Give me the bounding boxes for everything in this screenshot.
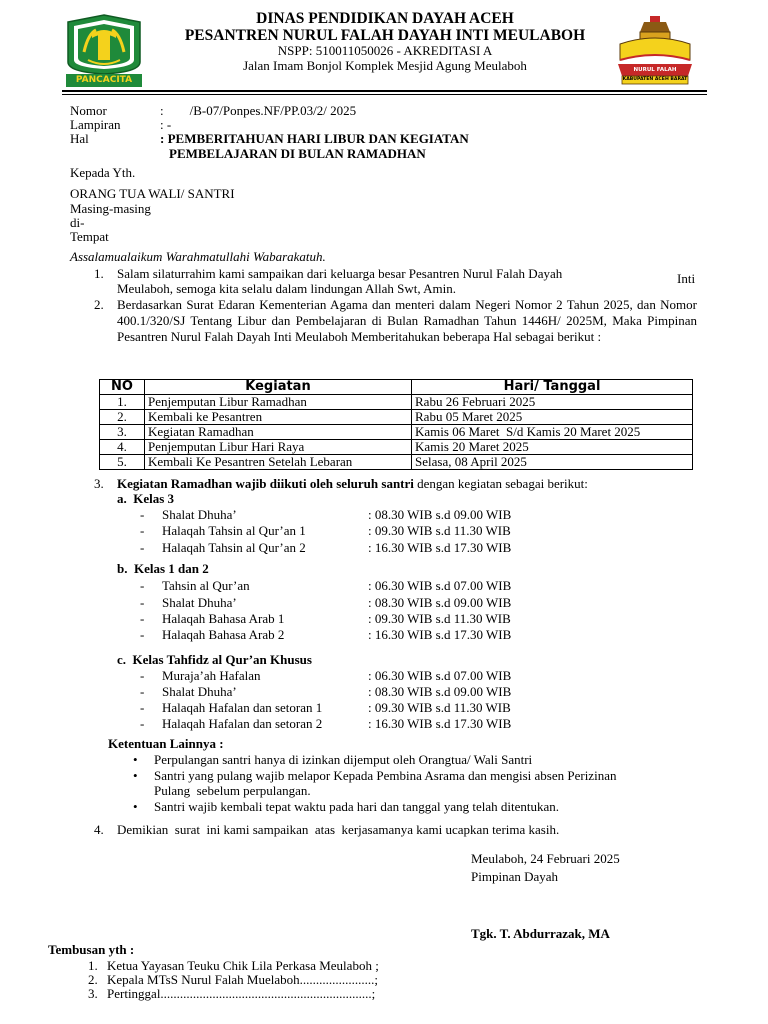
header-rule-thin <box>62 94 707 95</box>
schedule-name: Shalat Dhuha’ <box>162 507 237 522</box>
right-logo-text-bottom: KABUPATEN ACEH BARAT <box>622 77 688 82</box>
tembusan-item: Pertinggal.................................................................; <box>107 986 376 1001</box>
table-row <box>100 425 693 440</box>
ketentuan-title: Ketentuan Lainnya : <box>108 736 224 751</box>
row-no: 3. <box>100 425 145 440</box>
header-line-3: NSPP: 510011050026 - AKREDITASI A <box>277 43 493 58</box>
schedule-time: : 08.30 WIB s.d 09.00 WIB <box>368 507 512 522</box>
p1-line-1: Salam silaturrahim kami sampaikan dari keluarga besar Pesantren Nurul Falah Dayah <box>117 266 563 281</box>
lampiran-label: Lampiran <box>70 117 121 132</box>
schedule-time: : 09.30 WIB s.d 11.30 WIB <box>368 523 511 538</box>
tembusan-num: 1. <box>88 958 98 973</box>
row-kegiatan: Penjemputan Libur Ramadhan <box>145 395 412 410</box>
header-line-4: Jalan Imam Bonjol Komplek Mesjid Agung Meulaboh <box>243 58 527 73</box>
schedule-name: Halaqah Tahsin al Qur’an 2 <box>162 540 306 555</box>
s3-title-rest: dengan kegiatan sebagai berikut: <box>413 476 588 491</box>
schedule-time: : 06.30 WIB s.d 07.00 WIB <box>368 668 512 683</box>
hal-value-2: PEMBELAJARAN DI BULAN RAMADHAN <box>169 146 426 161</box>
table-row <box>100 410 693 425</box>
tembusan-num: 3. <box>88 986 98 1001</box>
schedule-name: Halaqah Hafalan dan setoran 2 <box>162 716 323 731</box>
schedule-name: Halaqah Bahasa Arab 2 <box>162 627 285 642</box>
schedule-name: Halaqah Hafalan dan setoran 1 <box>162 700 323 715</box>
p2-text: Berdasarkan Surat Edaran Kementerian Agama dan menteri dalam Negeri Nomor 2 Tahun 2025, dan Nomor 400.1/320/SJ Tentang Libur dan Pembelajaran di Bulan Ramadhan Tahun 1446H/ 2025M, Maka Pimpinan Pesantren Nurul Falah Dayah Inti Meulaboh Memberitahukan beberapa Hal sebagai berikut : <box>117 297 697 344</box>
table-row <box>100 455 693 470</box>
left-logo-text: PANCACITA <box>75 75 133 85</box>
hal-value-1: : PEMBERITAHUAN HARI LIBUR DAN KEGIATAN <box>160 131 469 146</box>
recipient-line-4: Tempat <box>70 229 109 244</box>
row-tanggal: Rabu 05 Maret 2025 <box>412 410 693 425</box>
dash: - <box>140 578 145 593</box>
table-row <box>100 395 693 410</box>
signature-role: Pimpinan Dayah <box>471 869 559 884</box>
row-tanggal: Kamis 06 Maret S/d Kamis 20 Maret 2025 <box>412 425 693 440</box>
group-b-label: b. Kelas 1 dan 2 <box>117 561 209 576</box>
s3-title <box>117 476 588 492</box>
kepada: Kepada Yth. <box>70 165 136 180</box>
ketentuan-item-1: • Perpulangan santri hanya di izinkan dijemput oleh Orangtua/ Wali Santri <box>154 752 532 768</box>
row-no: 4. <box>100 440 145 455</box>
row-no: 1. <box>100 395 145 410</box>
p1-inti: Inti <box>677 271 696 286</box>
dash: - <box>140 523 145 538</box>
signature-place-date: Meulaboh, 24 Februari 2025 <box>471 851 620 866</box>
ketentuan-item-2-cont: Pulang sebelum perpulangan. <box>154 783 311 798</box>
right-logo-text-top: NURUL FALAH <box>633 67 677 73</box>
schedule-name: Shalat Dhuha’ <box>162 684 237 699</box>
s3-num: 3. <box>94 476 104 491</box>
p2-num: 2. <box>94 297 104 312</box>
recipient-line-2: Masing-masing <box>70 201 151 216</box>
schedule-time: : 06.30 WIB s.d 07.00 WIB <box>368 578 512 593</box>
dash: - <box>140 595 145 610</box>
schedule-name: Tahsin al Qur’an <box>162 578 250 593</box>
row-kegiatan: Kembali Ke Pesantren Setelah Lebaran <box>145 455 412 470</box>
tembusan-item: Kepala MTsS Nurul Falah Muelaboh.......................; <box>107 972 378 987</box>
dash: - <box>140 540 145 555</box>
table-row <box>100 440 693 455</box>
schedule-time: : 16.30 WIB s.d 17.30 WIB <box>368 627 512 642</box>
schedule-time: : 09.30 WIB s.d 11.30 WIB <box>368 611 511 626</box>
ketentuan-item-3: • Santri wajib kembali tepat waktu pada hari dan tanggal yang telah ditentukan. <box>154 799 559 815</box>
row-no: 5. <box>100 455 145 470</box>
row-no: 2. <box>100 410 145 425</box>
recipient-line-3: di- <box>70 215 85 230</box>
row-kegiatan: Kembali ke Pesantren <box>145 410 412 425</box>
kegiatan-table <box>99 379 693 470</box>
dash: - <box>140 627 145 642</box>
nomor-value: : /B-07/Ponpes.NF/PP.03/2/ 2025 <box>160 103 357 118</box>
table-header-row <box>100 380 693 395</box>
p1-line-2: Meulaboh, semoga kita selalu dalam lindungan Allah Swt, Amin. <box>117 281 457 296</box>
nurul-falah-logo <box>612 14 698 88</box>
signature-name: Tgk. T. Abdurrazak, MA <box>471 926 610 941</box>
schedule-time: : 09.30 WIB s.d 11.30 WIB <box>368 700 511 715</box>
recipient-line-1: ORANG TUA WALI/ SANTRI <box>70 186 235 201</box>
dash: - <box>140 684 145 699</box>
closing-text: Demikian surat ini kami sampaikan atas kerjasamanya kami ucapkan terima kasih. <box>117 822 560 837</box>
row-kegiatan: Kegiatan Ramadhan <box>145 425 412 440</box>
header-line-1: DINAS PENDIDIKAN DAYAH ACEH <box>256 10 514 27</box>
table-header-tanggal: Hari/ Tanggal <box>412 380 693 395</box>
p1-num: 1. <box>94 266 104 281</box>
table-header-no: NO <box>100 380 145 395</box>
nomor-label: Nomor <box>70 103 107 118</box>
hal-label: Hal <box>70 131 89 146</box>
greeting: Assalamualaikum Warahmatullahi Wabarakatuh. <box>70 249 326 264</box>
schedule-name: Halaqah Bahasa Arab 1 <box>162 611 285 626</box>
group-c-label: c. Kelas Tahfidz al Qur’an Khusus <box>117 652 312 667</box>
row-tanggal: Rabu 26 Februari 2025 <box>412 395 693 410</box>
schedule-name: Muraja’ah Hafalan <box>162 668 261 683</box>
schedule-time: : 08.30 WIB s.d 09.00 WIB <box>368 595 512 610</box>
schedule-time: : 16.30 WIB s.d 17.30 WIB <box>368 716 512 731</box>
row-tanggal: Selasa, 08 April 2025 <box>412 455 693 470</box>
schedule-name: Shalat Dhuha’ <box>162 595 237 610</box>
row-kegiatan: Penjemputan Libur Hari Raya <box>145 440 412 455</box>
dash: - <box>140 700 145 715</box>
schedule-name: Halaqah Tahsin al Qur’an 1 <box>162 523 306 538</box>
dash: - <box>140 507 145 522</box>
group-a-label: a. Kelas 3 <box>117 491 175 506</box>
dash: - <box>140 611 145 626</box>
dash: - <box>140 716 145 731</box>
ketentuan-item-2: • Santri yang pulang wajib melapor Kepada Pembina Asrama dan mengisi absen Perizinan <box>154 768 616 784</box>
tembusan-num: 2. <box>88 972 98 987</box>
closing-num: 4. <box>94 822 104 837</box>
dash: - <box>140 668 145 683</box>
aceh-pancacita-logo <box>62 12 146 88</box>
tembusan-title: Tembusan yth : <box>48 942 135 957</box>
lampiran-value: : - <box>160 117 172 132</box>
header-rule-thick <box>62 90 707 92</box>
header-line-2: PESANTREN NURUL FALAH DAYAH INTI MEULABOH <box>184 27 586 44</box>
table-header-kegiatan: Kegiatan <box>145 380 412 395</box>
tembusan-item: Ketua Yayasan Teuku Chik Lila Perkasa Meulaboh ; <box>107 958 379 973</box>
s3-title-bold: Kegiatan Ramadhan wajib diikuti oleh seluruh santri <box>117 476 414 491</box>
schedule-time: : 16.30 WIB s.d 17.30 WIB <box>368 540 512 555</box>
schedule-time: : 08.30 WIB s.d 09.00 WIB <box>368 684 512 699</box>
row-tanggal: Kamis 20 Maret 2025 <box>412 440 693 455</box>
